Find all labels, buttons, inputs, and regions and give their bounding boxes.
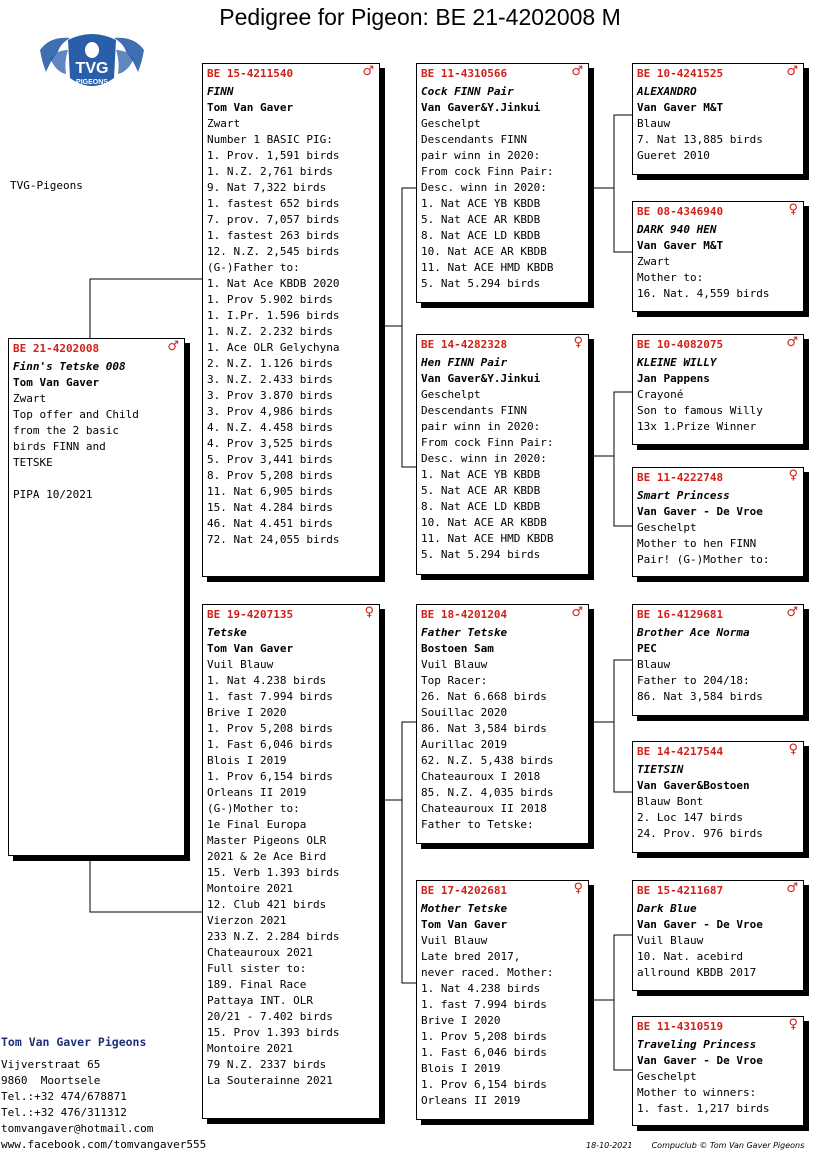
male-icon: ♂: [167, 339, 179, 354]
detail-line: [13, 471, 179, 487]
detail-line: Gueret 2010: [637, 149, 710, 162]
pedigree-card-dsd[interactable]: [632, 741, 804, 853]
detail-line: 15. Prov 1.393 birds: [207, 1026, 340, 1039]
svg-text:TVG: TVG: [75, 60, 109, 77]
pedigree-card-dds[interactable]: [632, 880, 804, 991]
detail-line: Blauw: [637, 658, 671, 671]
detail-line: 13x 1.Prize Winner: [637, 420, 757, 433]
bird-name: Cock FINN Pair: [421, 85, 514, 98]
detail-line: 1. Prov 5.902 birds: [207, 293, 333, 306]
detail-line: Blauw: [637, 117, 671, 130]
detail-line: 1. Nat 4.238 birds: [421, 982, 541, 995]
ring-number: BE 16-4129681: [637, 608, 724, 621]
breeder-name: Van Gaver&Y.Jinkui: [421, 372, 541, 385]
ring-number: BE 10-4082075: [637, 338, 724, 351]
detail-line: 8. Nat ACE LD KBDB: [421, 500, 541, 513]
detail-line: Chateauroux I 2018: [421, 770, 541, 783]
detail-line: Descendants FINN: [421, 404, 527, 417]
copyright-credit: Compuclub © Tom Van Gaver Pigeons: [651, 1141, 805, 1150]
male-icon: ♂: [786, 335, 798, 350]
pedigree-card-sds[interactable]: [632, 334, 804, 445]
detail-line: 3. Prov 3.870 birds: [207, 389, 333, 402]
detail-line: Vuil Blauw: [637, 934, 704, 947]
detail-line: 1. Prov. 1,591 birds: [207, 149, 340, 162]
female-icon: ♀: [573, 881, 583, 896]
pedigree-card-dss[interactable]: [632, 604, 804, 716]
detail-line: 233 N.Z. 2.284 birds: [207, 930, 340, 943]
detail-line: 1. Nat 4.238 birds: [207, 674, 327, 687]
ring-number: BE 19-4207135: [207, 608, 294, 621]
detail-line: 72. Nat 24,055 birds: [207, 533, 340, 546]
detail-line: 79 N.Z. 2337 birds: [207, 1058, 327, 1071]
bird-name: ALEXANDRO: [637, 85, 697, 98]
bird-details: [637, 794, 798, 842]
detail-line: Geschelpt: [421, 388, 481, 401]
detail-line: 10. Nat ACE AR KBDB: [421, 516, 547, 529]
detail-line: Vierzon 2021: [207, 914, 287, 927]
bird-name: TIETSIN: [637, 763, 684, 776]
male-icon: ♂: [362, 64, 374, 79]
bird-details: [637, 116, 798, 164]
bird-name: Dark Blue: [637, 902, 697, 915]
detail-line: Descendants FINN: [421, 133, 527, 146]
bird-name: Tetske: [207, 626, 247, 639]
detail-line: 3. Prov 4,986 birds: [207, 405, 333, 418]
detail-line: 12. Club 421 birds: [207, 898, 327, 911]
bird-details: [207, 657, 374, 1089]
detail-line: 11. Nat 6,905 birds: [207, 485, 333, 498]
detail-line: 8. Nat ACE LD KBDB: [421, 229, 541, 242]
facebook-link[interactable]: www.facebook.com/tomvangaver555: [1, 1138, 207, 1151]
detail-line: birds FINN and: [13, 440, 106, 453]
pedigree-card-dam[interactable]: [202, 604, 380, 1119]
email-link[interactable]: tomvangaver@hotmail.com: [1, 1122, 154, 1135]
detail-line: 1. fast 7.994 birds: [207, 690, 333, 703]
detail-line: TETSKE: [13, 456, 53, 469]
bird-name: Finn's Tetske 008: [13, 360, 126, 373]
bird-details: [13, 391, 179, 503]
detail-line: Top Racer:: [421, 674, 488, 687]
breeder-name: Tom Van Gaver: [421, 918, 508, 931]
bird-name: Smart Princess: [637, 489, 730, 502]
detail-line: Father to Tetske:: [421, 818, 534, 831]
page-title: Pedigree for Pigeon: BE 21-4202008 M: [219, 4, 621, 30]
detail-line: Chateauroux II 2018: [421, 802, 547, 815]
detail-line: (G-)Mother to:: [207, 802, 300, 815]
pedigree-card-sire[interactable]: [202, 63, 380, 577]
female-icon: ♀: [364, 605, 374, 620]
detail-line: 1. fastest 263 birds: [207, 229, 340, 242]
ring-number: BE 11-4310519: [637, 1020, 724, 1033]
bird-details: [421, 657, 583, 833]
ring-number: BE 18-4201204: [421, 608, 508, 621]
bird-details: [637, 520, 798, 568]
detail-line: Montoire 2021: [207, 882, 294, 895]
detail-line: Montoire 2021: [207, 1042, 294, 1055]
pedigree-card-main[interactable]: [8, 338, 185, 856]
detail-line: 15. Verb 1.393 birds: [207, 866, 340, 879]
ring-number: BE 11-4222748: [637, 471, 724, 484]
pedigree-card-sire-dam[interactable]: [416, 334, 589, 575]
detail-line: allround KBDB 2017: [637, 966, 757, 979]
detail-line: Brive I 2020: [421, 1014, 501, 1027]
detail-line: 62. N.Z. 5,438 birds: [421, 754, 554, 767]
detail-line: Aurillac 2019: [421, 738, 508, 751]
bird-name: Brother Ace Norma: [637, 626, 750, 639]
detail-line: 2021 & 2e Ace Bird: [207, 850, 327, 863]
breeder-name: PEC: [637, 642, 657, 655]
detail-line: 2. Loc 147 birds: [637, 811, 743, 824]
detail-line: 26. Nat 6.668 birds: [421, 690, 547, 703]
detail-line: 8. Prov 5,208 birds: [207, 469, 333, 482]
detail-line: 10. Nat ACE AR KBDB: [421, 245, 547, 258]
ring-number: BE 10-4241525: [637, 67, 724, 80]
detail-line: Geschelpt: [637, 521, 697, 534]
breeder-name: Tom Van Gaver: [207, 642, 294, 655]
detail-line: La Souterainne 2021: [207, 1074, 333, 1087]
detail-line: Geschelpt: [637, 1070, 697, 1083]
bird-name: Mother Tetske: [421, 902, 508, 915]
detail-line: 1. Nat ACE YB KBDB: [421, 197, 541, 210]
breeder-name: Van Gaver - De Vroe: [637, 1054, 763, 1067]
detail-line: Orleans II 2019: [421, 1094, 521, 1107]
detail-line: 2. N.Z. 1.126 birds: [207, 357, 333, 370]
female-icon: ♀: [788, 742, 798, 757]
detail-line: Geschelpt: [421, 117, 481, 130]
male-icon: ♂: [786, 64, 798, 79]
bird-details: [637, 1069, 798, 1117]
address-city: 9860 Moortsele: [1, 1074, 101, 1087]
detail-line: Vuil Blauw: [421, 934, 488, 947]
detail-line: Brive I 2020: [207, 706, 287, 719]
detail-line: 15. Nat 4.284 birds: [207, 501, 333, 514]
bird-details: [637, 254, 798, 302]
breeder-name: Bostoen Sam: [421, 642, 494, 655]
detail-line: Souillac 2020: [421, 706, 508, 719]
print-date: 18-10-2021: [586, 1141, 633, 1150]
bird-details: [637, 387, 798, 435]
detail-line: 10. Nat. acebird: [637, 950, 743, 963]
breeder-name: Tom Van Gaver: [207, 101, 294, 114]
detail-line: Crayoné: [637, 388, 684, 401]
ring-number: BE 21-4202008: [13, 342, 100, 355]
detail-line: 7. Nat 13,885 birds: [637, 133, 763, 146]
detail-line: 1. Nat Ace KBDB 2020: [207, 277, 340, 290]
detail-line: 1. I.Pr. 1.596 birds: [207, 309, 340, 322]
male-icon: ♂: [571, 605, 583, 620]
detail-line: Chateauroux 2021: [207, 946, 313, 959]
female-icon: ♀: [573, 335, 583, 350]
detail-line: 5. Prov 3,441 birds: [207, 453, 333, 466]
breeder-name: Van Gaver - De Vroe: [637, 918, 763, 931]
detail-line: 12. N.Z. 2,545 birds: [207, 245, 340, 258]
detail-line: Pattaya INT. OLR: [207, 994, 313, 1007]
detail-line: From cock Finn Pair:: [421, 165, 554, 178]
detail-line: 189. Final Race: [207, 978, 307, 991]
svg-text:TOM VAN GAVER: TOM VAN GAVER: [75, 86, 109, 91]
male-icon: ♂: [571, 64, 583, 79]
detail-line: 5. Nat ACE AR KBDB: [421, 213, 541, 226]
detail-line: 1. Prov 6,154 birds: [207, 770, 333, 783]
detail-line: Mother to winners:: [637, 1086, 757, 1099]
detail-line: 11. Nat ACE HMD KBDB: [421, 261, 554, 274]
owner-name: Tom Van Gaver Pigeons: [1, 1035, 147, 1049]
detail-line: 1. fast 7.994 birds: [421, 998, 547, 1011]
detail-line: Top offer and Child: [13, 408, 139, 421]
breeder-name: Van Gaver M&T: [637, 101, 724, 114]
ring-number: BE 08-4346940: [637, 205, 724, 218]
detail-line: 20/21 - 7.402 birds: [207, 1010, 333, 1023]
pedigree-card-dam-sire[interactable]: [416, 604, 589, 844]
bird-name: Father Tetske: [421, 626, 508, 639]
bird-details: [637, 933, 798, 981]
detail-line: 86. Nat 3,584 birds: [421, 722, 547, 735]
detail-line: Zwart: [637, 255, 671, 268]
detail-line: pair winn in 2020:: [421, 420, 541, 433]
detail-line: from the 2 basic: [13, 424, 119, 437]
detail-line: Mother to:: [637, 271, 704, 284]
bird-details: [421, 933, 583, 1109]
detail-line: Full sister to:: [207, 962, 307, 975]
bird-name: FINN: [207, 85, 234, 98]
female-icon: ♀: [788, 202, 798, 217]
bird-name: Hen FINN Pair: [421, 356, 508, 369]
pedigree-card-dam-dam[interactable]: [416, 880, 589, 1120]
detail-line: Blois I 2019: [421, 1062, 501, 1075]
ring-number: BE 15-4211687: [637, 884, 724, 897]
detail-line: 9. Nat 7,322 birds: [207, 181, 327, 194]
detail-line: 5. Nat ACE AR KBDB: [421, 484, 541, 497]
address-street: Vijverstraat 65: [1, 1058, 101, 1071]
breeder-name: Van Gaver&Bostoen: [637, 779, 750, 792]
detail-line: Blauw Bont: [637, 795, 704, 808]
detail-line: From cock Finn Pair:: [421, 436, 554, 449]
detail-line: Vuil Blauw: [207, 658, 274, 671]
bird-name: KLEINE WILLY: [637, 356, 717, 369]
ring-number: BE 14-4282328: [421, 338, 508, 351]
owner-contact: [1, 1034, 206, 1153]
detail-line: 1. Prov 6,154 birds: [421, 1078, 547, 1091]
detail-line: never raced. Mother:: [421, 966, 554, 979]
breeder-name: Tom Van Gaver: [13, 376, 100, 389]
detail-line: Orleans II 2019: [207, 786, 307, 799]
bird-details: [207, 116, 374, 548]
detail-line: PIPA 10/2021: [13, 488, 93, 501]
detail-line: Son to famous Willy: [637, 404, 763, 417]
detail-line: 1e Final Europa: [207, 818, 307, 831]
detail-line: 85. N.Z. 4,035 birds: [421, 786, 554, 799]
detail-line: 11. Nat ACE HMD KBDB: [421, 532, 554, 545]
detail-line: Desc. winn in 2020:: [421, 452, 547, 465]
pedigree-card-sdd[interactable]: [632, 467, 804, 577]
bird-name: Traveling Princess: [637, 1038, 757, 1051]
detail-line: Zwart: [207, 117, 241, 130]
male-icon: ♂: [786, 881, 798, 896]
ring-number: BE 15-4211540: [207, 67, 294, 80]
detail-line: 5. Nat 5.294 birds: [421, 277, 541, 290]
print-info: [586, 1141, 804, 1150]
detail-line: 1. fastest 652 birds: [207, 197, 340, 210]
detail-line: 4. Prov 3,525 birds: [207, 437, 333, 450]
detail-line: 4. N.Z. 4.458 birds: [207, 421, 333, 434]
detail-line: Vuil Blauw: [421, 658, 488, 671]
detail-line: (G-)Father to:: [207, 261, 300, 274]
detail-line: Desc. winn in 2020:: [421, 181, 547, 194]
breeder-name: Van Gaver&Y.Jinkui: [421, 101, 541, 114]
detail-line: 1. Fast 6,046 birds: [207, 738, 333, 751]
ring-number: BE 11-4310566: [421, 67, 508, 80]
male-icon: ♂: [786, 605, 798, 620]
pedigree-card-sire-sire[interactable]: [416, 63, 589, 303]
detail-line: Number 1 BASIC PIG:: [207, 133, 333, 146]
detail-line: Master Pigeons OLR: [207, 834, 327, 847]
detail-line: 1. N.Z. 2,761 birds: [207, 165, 333, 178]
bird-details: [421, 387, 583, 563]
detail-line: 16. Nat. 4,559 birds: [637, 287, 770, 300]
bird-details: [637, 657, 798, 705]
pedigree-card-sss[interactable]: [632, 63, 804, 175]
detail-line: Late bred 2017,: [421, 950, 521, 963]
ring-number: BE 14-4217544: [637, 745, 724, 758]
detail-line: 1. fast. 1,217 birds: [637, 1102, 770, 1115]
kennel-label: TVG-Pigeons: [10, 179, 83, 192]
detail-line: 1. Prov 5,208 birds: [421, 1030, 547, 1043]
pedigree-card-ddd[interactable]: [632, 1016, 804, 1126]
detail-line: 1. Prov 5,208 birds: [207, 722, 333, 735]
phone-1[interactable]: Tel.:+32 474/678871: [1, 1090, 127, 1103]
detail-line: 7. prov. 7,057 birds: [207, 213, 340, 226]
detail-line: Zwart: [13, 392, 47, 405]
detail-line: Father to 204/18:: [637, 674, 750, 687]
pedigree-card-ssd[interactable]: [632, 201, 804, 312]
detail-line: Blois I 2019: [207, 754, 287, 767]
detail-line: 24. Prov. 976 birds: [637, 827, 763, 840]
female-icon: ♀: [788, 468, 798, 483]
ring-number: BE 17-4202681: [421, 884, 508, 897]
detail-line: 1. N.Z. 2.232 birds: [207, 325, 333, 338]
breeder-name: Van Gaver - De Vroe: [637, 505, 763, 518]
bird-name: DARK 940 HEN: [637, 223, 717, 236]
svg-text:PIGEONS: PIGEONS: [76, 79, 108, 86]
detail-line: 46. Nat 4.451 birds: [207, 517, 333, 530]
female-icon: ♀: [788, 1017, 798, 1032]
breeder-name: Van Gaver M&T: [637, 239, 724, 252]
detail-line: 1. Nat ACE YB KBDB: [421, 468, 541, 481]
breeder-name: Jan Pappens: [637, 372, 710, 385]
detail-line: 86. Nat 3,584 birds: [637, 690, 763, 703]
detail-line: 1. Fast 6,046 birds: [421, 1046, 547, 1059]
detail-line: pair winn in 2020:: [421, 149, 541, 162]
detail-line: Mother to hen FINN: [637, 537, 757, 550]
bird-details: [421, 116, 583, 292]
phone-2[interactable]: Tel.:+32 476/311312: [1, 1106, 127, 1119]
detail-line: 3. N.Z. 2.433 birds: [207, 373, 333, 386]
detail-line: Pair! (G-)Mother to:: [637, 553, 770, 566]
detail-line: 5. Nat 5.294 birds: [421, 548, 541, 561]
detail-line: 1. Ace OLR Gelychyna: [207, 341, 340, 354]
